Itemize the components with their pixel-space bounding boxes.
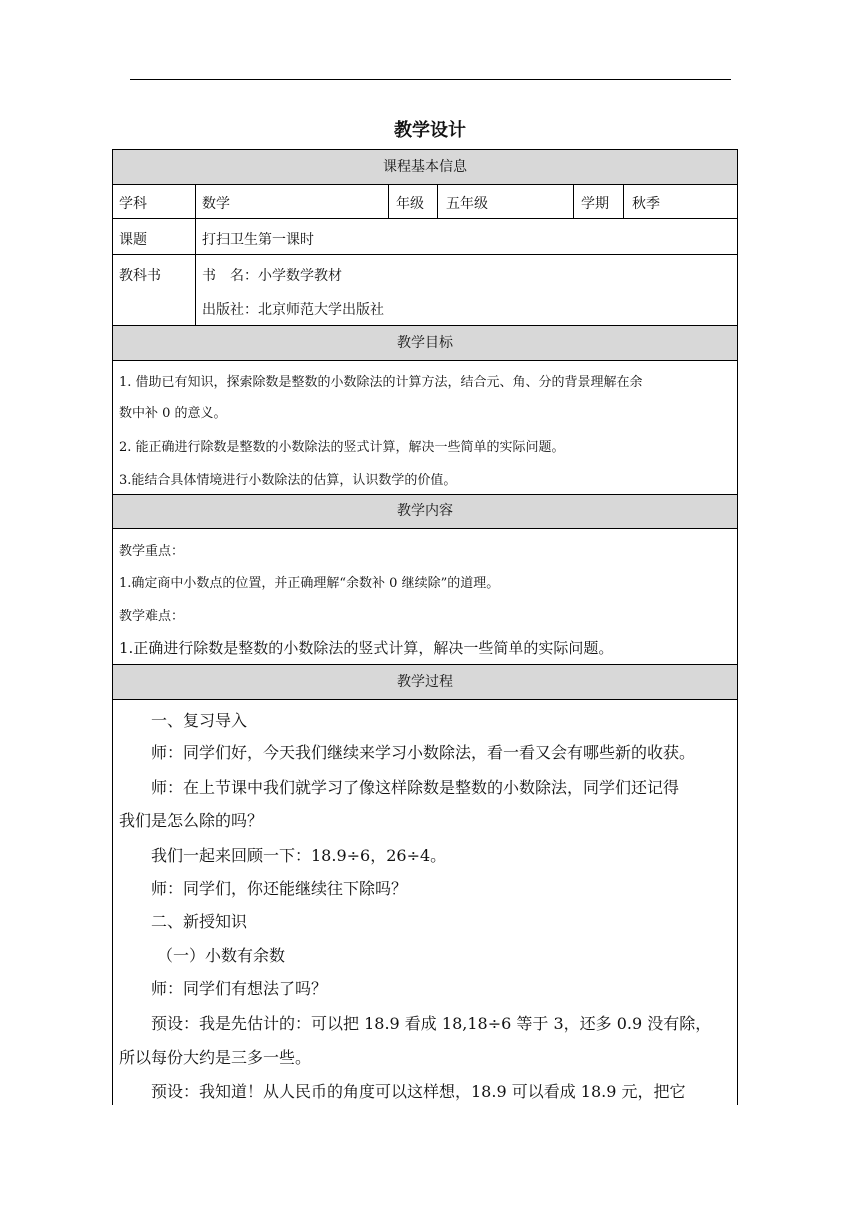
term-label: 学期 <box>581 196 609 212</box>
objectives-header: 教学目标 <box>113 325 737 361</box>
column-divider <box>437 184 438 218</box>
textbook-label: 教科书 <box>119 268 161 284</box>
lesson-plan-table <box>112 149 738 1105</box>
column-divider <box>573 184 574 218</box>
process-line: 我们是怎么除的吗？ <box>119 811 264 830</box>
process-line: 师：同学们有想法了吗？ <box>151 979 328 998</box>
process-line: 预设：我知道！从人民币的角度可以这样想，18.9 可以看成 18.9 元，把它 <box>151 1082 686 1101</box>
process-line: 所以每份大约是三多一些。 <box>119 1048 312 1067</box>
process-line: 师：同学们好，今天我们继续来学习小数除法，看一看又会有哪些新的收获。 <box>151 743 696 762</box>
grade-label: 年级 <box>396 196 424 212</box>
objective-1-line-1: 1. 借助已有知识，探索除数是整数的小数除法的计算方法，结合元、角、分的背景理解在余 <box>119 375 643 390</box>
process-header: 教学过程 <box>113 664 737 700</box>
difficulty-1: 1.正确进行除数是整数的小数除法的竖式计算，解决一些简单的实际问题。 <box>119 639 614 657</box>
process-line: 二、新授知识 <box>151 912 248 931</box>
subject-label: 学科 <box>119 196 147 212</box>
process-line: 师：在上节课中我们就学习了像这样除数是整数的小数除法，同学们还记得 <box>151 778 680 797</box>
process-line: 一、复习导入 <box>151 711 248 730</box>
basic-info-header: 课程基本信息 <box>113 150 737 185</box>
topic-label: 课题 <box>119 232 147 248</box>
difficulty-label: 教学难点： <box>119 609 185 624</box>
content-header: 教学内容 <box>113 494 737 529</box>
objective-3: 3.能结合具体情境进行小数除法的估算，认识数学的价值。 <box>119 473 457 488</box>
textbook-publisher: 出版社：北京师范大学出版社 <box>202 302 384 318</box>
document-title: 教学设计 <box>394 120 466 141</box>
row-divider <box>113 218 737 219</box>
textbook-name: 书 名：小学数学教材 <box>202 268 342 284</box>
process-line: 我们一起来回顾一下：18.9÷6，26÷4。 <box>151 846 447 865</box>
row-divider <box>113 254 737 255</box>
key-points-label: 教学重点： <box>119 544 185 559</box>
key-point-1: 1.确定商中小数点的位置，并正确理解“余数补 0 继续除”的道理。 <box>119 576 500 591</box>
column-divider <box>623 184 624 218</box>
process-line: 预设：我是先估计的：可以把 18.9 看成 18,18÷6 等于 3，还多 0.9 没有除， <box>151 1014 712 1033</box>
process-line: （一）小数有余数 <box>157 946 286 965</box>
objective-1-line-2: 数中补 0 的意义。 <box>119 406 227 421</box>
column-divider <box>388 184 389 218</box>
term-value: 秋季 <box>632 196 660 212</box>
subject-value: 数学 <box>202 196 230 212</box>
process-line: 师：同学们，你还能继续往下除吗？ <box>151 879 408 898</box>
header-rule <box>130 79 731 80</box>
topic-value: 打扫卫生第一课时 <box>202 232 314 248</box>
grade-value: 五年级 <box>446 196 488 212</box>
objective-2: 2. 能正确进行除数是整数的小数除法的竖式计算，解决一些简单的实际问题。 <box>119 440 565 455</box>
